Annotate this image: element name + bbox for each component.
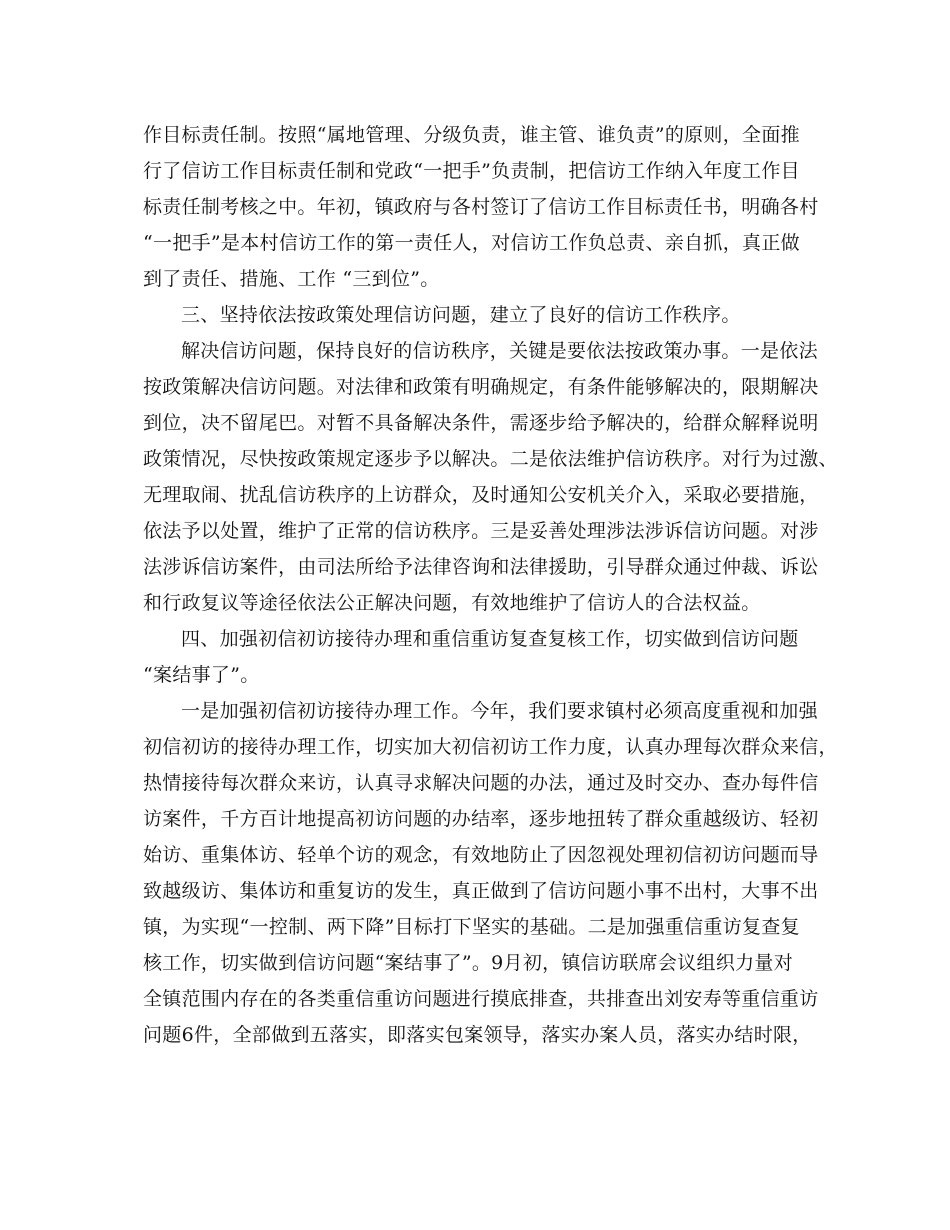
text-line: 解决信访问题，保持良好的信访秩序，关键是要依法按政策办事。一是依法 — [181, 340, 818, 362]
document-body — [143, 117, 838, 1053]
text-line: 热情接待每次群众来访，认真寻求解决问题的办法，通过及时交办、查办每件信 — [143, 772, 819, 794]
text-line: 法涉诉信访案件，由司法所给予法律咨询和法律援助，引导群众通过仲裁、诉讼 — [143, 556, 819, 578]
text-line: 行了信访工作目标责任制和党政“一把手”负责制，把信访工作纳入年度工作目 — [143, 160, 800, 182]
text-line: 按政策解决信访问题。对法律和政策有明确规定，有条件能够解决的，限期解决 — [143, 376, 819, 398]
text-line: 问题6件，全部做到五落实，即落实包案领导，落实办案人员，落实办结时限， — [143, 1024, 812, 1046]
text-line: “一把手”是本村信访工作的第一责任人，对信访工作负总责、亲自抓，真正做 — [143, 232, 800, 254]
text-line: 三、坚持依法按政策处理信访问题，建立了良好的信访工作秩序。 — [181, 304, 741, 326]
text-line: 到了责任、措施、工作 “三到位”。 — [143, 268, 440, 290]
text-line: 始访、重集体访、轻单个访的观念，有效地防止了因忽视处理初信初访问题而导 — [143, 844, 819, 866]
text-line: 致越级访、集体访和重复访的发生，真正做到了信访问题小事不出村，大事不出 — [143, 880, 819, 902]
text-line: 一是加强初信初访接待办理工作。今年，我们要求镇村必须高度重视和加强 — [181, 700, 818, 722]
text-line: 作目标责任制。按照“属地管理、分级负责，谁主管、谁负责”的原则，全面推 — [143, 124, 800, 146]
text-line: 和行政复议等途径依法公正解决问题，有效地维护了信访人的合法权益。 — [143, 592, 761, 614]
text-line: 初信初访的接待办理工作，切实加大初信初访工作力度，认真办理每次群众来信， — [143, 736, 838, 758]
text-line: 核工作，切实做到信访问题“案结事了”。9月初，镇信访联席会议组织力量对 — [143, 952, 794, 974]
text-line: 全镇范围内存在的各类重信重访问题进行摸底排查，共排查出刘安寿等重信重访 — [143, 988, 819, 1010]
text-line: 无理取闹、扰乱信访秩序的上访群众，及时通知公安机关介入，采取必要措施， — [143, 484, 819, 506]
text-line: 访案件，千方百计地提高初访问题的办结率，逐步地扭转了群众重越级访、轻初 — [143, 808, 819, 830]
text-line: 依法予以处置，维护了正常的信访秩序。三是妥善处理涉法涉诉信访问题。对涉 — [143, 520, 819, 542]
text-line: 政策情况，尽快按政策规定逐步予以解决。二是依法维护信访秩序。对行为过激、 — [143, 448, 838, 470]
text-line: 到位，决不留尾巴。对暂不具备解决条件，需逐步给予解决的，给群众解释说明 — [143, 412, 819, 434]
text-line: “案结事了”。 — [143, 664, 260, 686]
text-line: 四、加强初信初访接待办理和重信重访复查复核工作，切实做到信访问题 — [181, 628, 799, 650]
text-line: 标责任制考核之中。年初，镇政府与各村签订了信访工作目标责任书，明确各村 — [143, 196, 819, 218]
text-line: 镇，为实现“一控制、两下降”目标打下坚实的基础。二是加强重信重访复查复 — [143, 916, 800, 938]
